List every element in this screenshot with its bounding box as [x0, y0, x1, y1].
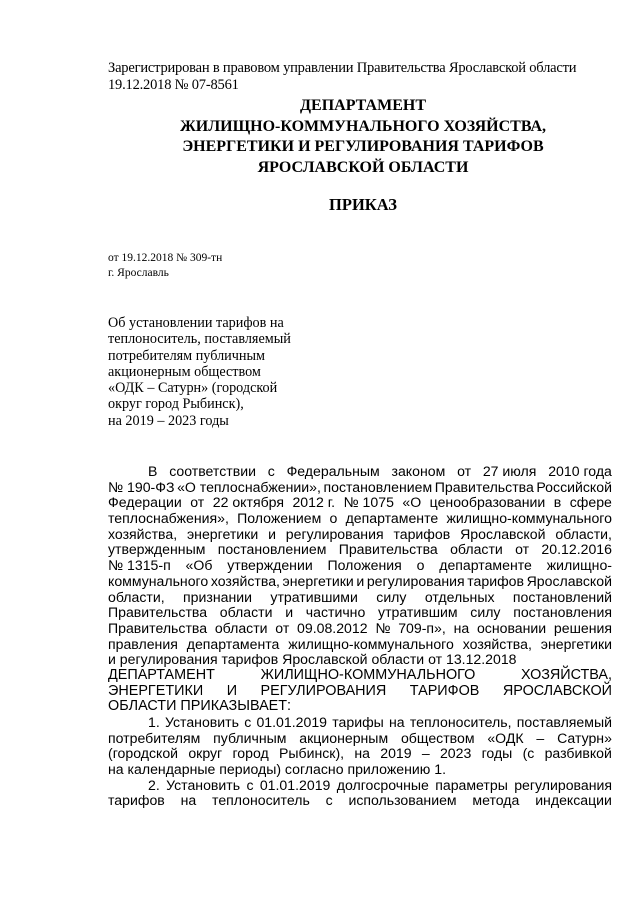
body-word: потребителям [108, 729, 201, 746]
body-line [108, 527, 612, 543]
body-word: тарифов [467, 572, 524, 589]
items-paragraph [108, 715, 612, 809]
body-word: Положением [237, 510, 322, 527]
body-word: поставляемый [516, 714, 612, 730]
body-word: индексации [535, 792, 612, 809]
body-word: 27 июля [482, 463, 537, 479]
body-word: В [148, 463, 158, 479]
body-line [108, 621, 612, 637]
body-word: годы [481, 745, 513, 762]
registration-note [108, 60, 618, 94]
body-word: энергетики [540, 635, 612, 652]
body-word: 2010 года [548, 463, 612, 479]
body-word: законом [391, 463, 446, 479]
body-word: постановлением [323, 478, 433, 495]
body-word: Сатурн» [557, 729, 612, 746]
body-line [108, 605, 612, 621]
body-line [108, 637, 612, 653]
body-word: (с [522, 745, 535, 762]
body-word: от [190, 494, 205, 511]
body-word: ЯРОСЛАВСКОЙ [502, 682, 612, 699]
body-word: Положения [327, 557, 402, 574]
body-word: разбивкой [544, 745, 612, 762]
body-word: ХОЗЯЙСТВА, [520, 666, 612, 683]
body-word: области [219, 604, 273, 621]
body-word: признании [183, 588, 253, 605]
department-line: ЯРОСЛАВСКОЙ ОБЛАСТИ [257, 158, 469, 176]
body-word: № 1315-п [108, 557, 171, 574]
body-word: город [232, 745, 269, 762]
body-word: 2. [148, 776, 160, 793]
body-word: «О теплоснабжении», [177, 478, 321, 495]
body-word: 22 октября [212, 494, 284, 511]
body-word: публичным [213, 729, 287, 746]
department-line: ДЕПАРТАМЕНТ [300, 97, 426, 114]
body-word: основании [476, 619, 547, 636]
body-word: долгосрочные [336, 776, 429, 793]
body-word: ценообразовании [429, 494, 546, 511]
body-word: от [515, 541, 530, 558]
body-line [108, 746, 612, 762]
body-line [108, 495, 612, 511]
body-word: правления [108, 635, 178, 652]
subject-line: акционерным обществом [108, 363, 261, 380]
body-word: (городской [108, 745, 179, 762]
body-word: метода [472, 792, 520, 809]
department-line: ЖИЛИЩНО-КОММУНАЛЬНОГО ХОЗЯЙСТВА, [179, 117, 547, 135]
body-word: № 1075 [343, 494, 394, 511]
body-word: департамента [186, 635, 280, 652]
body-word: на [453, 619, 470, 636]
body-word: на [180, 792, 197, 809]
body-word: в [553, 494, 562, 511]
body-word: теплоноситель [212, 792, 310, 809]
body-line [108, 778, 612, 794]
body-word: постановлений [512, 588, 612, 605]
body-line [108, 652, 612, 668]
body-word: на календарные периоды) согласно приложению 1. [108, 761, 447, 778]
body-word: Федерации [108, 494, 182, 511]
department-header [108, 96, 618, 178]
body-word: утверждении [227, 557, 313, 574]
body-word: области [214, 619, 268, 636]
body-word: теплоснабжения», [108, 510, 229, 527]
body-word: Установить [164, 714, 239, 730]
body-word: и [285, 604, 294, 621]
body-word: департаменте [439, 557, 532, 574]
body-word: тарифы [332, 714, 384, 730]
subject-line: округ город Рыбинск), [108, 396, 244, 413]
subject-line: на 2019 – 2023 годы [108, 412, 229, 429]
body-word: ДЕПАРТАМЕНТ [108, 666, 215, 683]
body-word: ТАРИФОВ [409, 682, 480, 699]
body-word: теплоноситель, [409, 714, 512, 730]
registration-line: Зарегистрирован в правовом управлении Правительства Ярославской области [108, 60, 577, 76]
body-word: на [354, 745, 370, 762]
body-word: департаменте [345, 510, 439, 527]
order-date-number: от 19.12.2018 № 309-тн [108, 252, 223, 264]
body-word: Рыбинск), [278, 745, 345, 762]
body-word: и регулирования тарифов Ярославской области от 13.12.2018 [108, 651, 517, 668]
body-line [108, 464, 612, 480]
body-word: ОБЛАСТИ ПРИКАЗЫВАЕТ: [108, 698, 292, 715]
body-line [108, 762, 612, 778]
body-word: постановления [513, 604, 612, 621]
body-word: и [356, 572, 365, 589]
body-word: параметры [435, 776, 508, 793]
body-word: 01.01.2019 [256, 714, 327, 730]
body-word: регулирования [514, 776, 612, 793]
body-line [108, 793, 612, 809]
body-word: энергетики [282, 572, 354, 589]
body-line [108, 731, 612, 747]
body-word: энергетики [186, 525, 259, 542]
body-word: Правительства [338, 541, 438, 558]
body-word: области, [108, 588, 165, 605]
body-line [108, 590, 612, 606]
body-word: хозяйства, [462, 635, 532, 652]
body-word: округ [188, 745, 223, 762]
body-word: И [226, 682, 238, 699]
body-word: отдельных [424, 588, 495, 605]
body-word: «ОДК [487, 729, 524, 746]
body-line [108, 511, 612, 527]
body-word: 01.01.2019 [259, 776, 331, 793]
body-word: с [244, 714, 252, 730]
department-line: ЭНЕРГЕТИКИ И РЕГУЛИРОВАНИЯ ТАРИФОВ [182, 138, 544, 155]
subject-line: теплоноситель, поставляемый [108, 331, 291, 348]
body-word: о [329, 510, 338, 527]
body-word: «О [402, 494, 422, 511]
body-word: частично [305, 604, 366, 621]
body-word: 1. [148, 714, 160, 730]
body-word: области [450, 541, 503, 558]
order-subject [108, 315, 338, 429]
body-word: хозяйства, [210, 572, 280, 589]
body-word: Ярославской [460, 525, 546, 542]
body-word: Ярославской [526, 572, 612, 589]
body-word: Правительства [434, 478, 534, 495]
body-word: акционерным [299, 729, 389, 746]
body-word: коммунального [108, 572, 209, 589]
body-word: о [416, 557, 425, 574]
body-line [108, 542, 612, 558]
body-word: регулирования [366, 572, 465, 589]
body-line [108, 699, 612, 715]
body-word: тарифов [108, 792, 165, 809]
body-word: и [268, 525, 276, 542]
order-title: ПРИКАЗ [329, 195, 397, 214]
body-word: силу [470, 604, 501, 621]
body-line [108, 668, 612, 684]
body-line [108, 715, 612, 731]
body-word: сфере [569, 494, 612, 511]
body-word: с [325, 792, 333, 809]
body-word: жилищно- [546, 557, 612, 574]
body-word: № [375, 619, 391, 636]
body-word: обществом [400, 729, 475, 746]
body-word: ЖИЛИЩНО-КОММУНАЛЬНОГО [260, 666, 476, 683]
body-word: утратившими [270, 588, 358, 605]
body-word: жилищно-коммунального [446, 510, 612, 527]
registration-number: 19.12.2018 № 07-8561 [108, 77, 239, 93]
body-word: 2012 г. [292, 494, 336, 511]
body-word: от [275, 619, 290, 636]
decree-paragraph [108, 668, 612, 715]
body-word: Правительства [108, 604, 208, 621]
body-word: от [457, 463, 472, 479]
order-body [108, 464, 612, 809]
body-word: Правительства [108, 619, 208, 636]
body-word: с [246, 776, 254, 793]
body-word: постановлением [217, 541, 327, 558]
body-word: ЭНЕРГЕТИКИ [108, 682, 204, 699]
body-word: области, [555, 525, 612, 542]
body-word: «Об [185, 557, 213, 574]
body-word: использованием [348, 792, 457, 809]
body-word: 709-п», [398, 619, 446, 636]
subject-line: потребителям публичным [108, 347, 265, 364]
body-word: на [389, 714, 405, 730]
body-line [108, 558, 612, 574]
body-word: Установить [166, 776, 241, 793]
body-word: решения [553, 619, 612, 636]
body-word: 2019 [380, 745, 412, 762]
body-line [108, 480, 612, 496]
body-word: хозяйства, [108, 525, 178, 542]
body-word: с [267, 463, 275, 479]
body-word: – [536, 729, 545, 746]
body-word: № 190-ФЗ [108, 478, 175, 495]
body-word: РЕГУЛИРОВАНИЯ [260, 682, 387, 699]
body-line [108, 684, 612, 700]
order-meta [108, 251, 222, 280]
body-word: соответствии [169, 463, 256, 479]
body-word: – [421, 745, 430, 762]
body-word: 20.12.2016 [541, 541, 612, 558]
subject-line: «ОДК – Сатурн» (городской [108, 380, 278, 397]
body-word: утратившим [378, 604, 458, 621]
subject-line: Об установлении тарифов на [108, 315, 284, 331]
body-word: утвержденным [108, 541, 206, 558]
preamble-paragraph [108, 464, 612, 668]
body-word: Федеральным [286, 463, 380, 479]
body-word: Российской [536, 478, 612, 495]
body-word: жилищно-коммунального [288, 635, 454, 652]
body-word: силу [376, 588, 407, 605]
body-word: 09.08.2012 [297, 619, 368, 636]
body-word: регулирования [285, 525, 384, 542]
body-word: 2023 [439, 745, 472, 762]
body-line [108, 574, 612, 590]
order-city: г. Ярославль [108, 266, 169, 279]
body-word: тарифов [393, 525, 451, 542]
